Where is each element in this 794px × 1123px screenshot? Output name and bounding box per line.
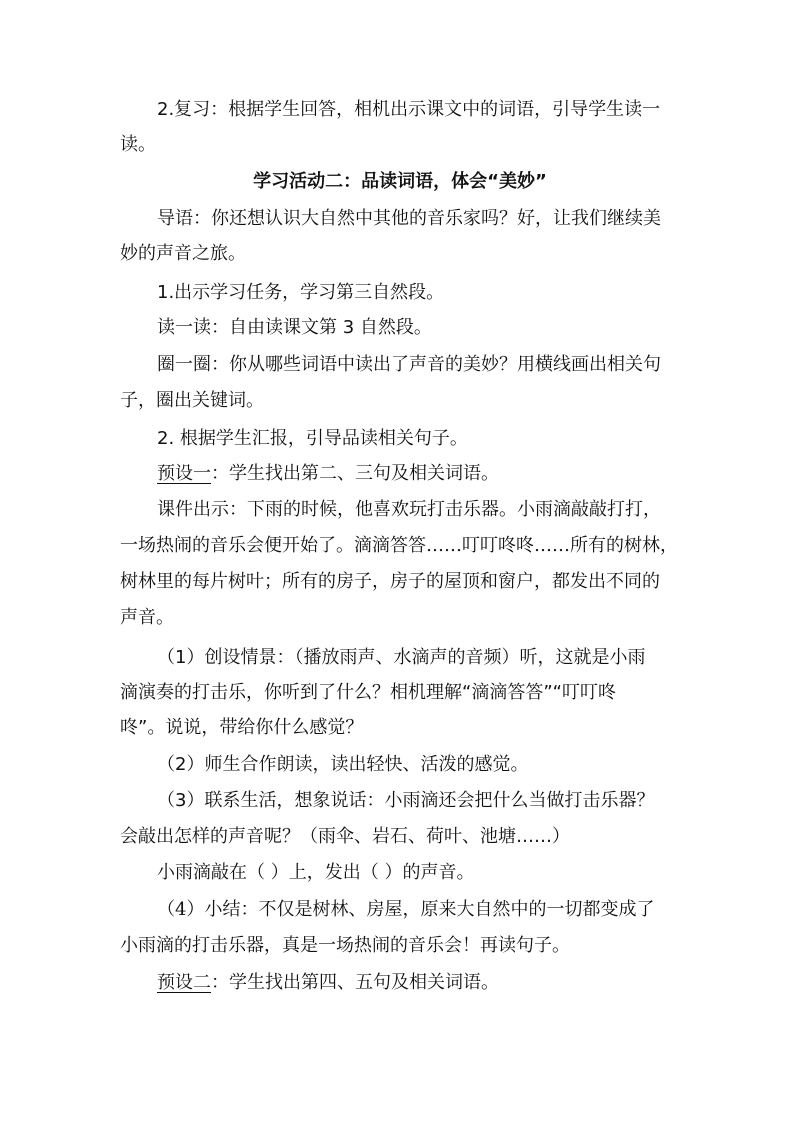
- courseware-line4: 声音。: [120, 607, 174, 628]
- paragraph-review-line1: 2.复习：根据学生回答，相机出示课文中的词语，引导学生读一: [157, 99, 661, 120]
- circle-task-line1: 圈一圈：你从哪些词语中读出了声音的美妙？用横线画出相关句: [157, 354, 661, 375]
- imagine-line1: （3）联系生活，想象说话：小雨滴还会把什么当做打击乐器？: [157, 790, 655, 811]
- scene-line1: （1）创设情景：（播放雨声、水滴声的音频）听，这就是小雨: [157, 647, 646, 668]
- courseware-line2: 一场热闹的音乐会便开始了。滴滴答答……叮叮咚咚……所有的树林，: [120, 535, 678, 556]
- report-line: 2. 根据学生汇报，引导品读相关句子。: [157, 428, 468, 449]
- preset-one-text: ：学生找出第二、三句及相关词语。: [211, 463, 499, 484]
- task-line: 1.出示学习任务，学习第三自然段。: [157, 282, 445, 303]
- courseware-line1: 课件出示：下雨的时候，他喜欢玩打击乐器。小雨滴敲敲打打，: [157, 499, 661, 520]
- preset-one-label: 预设一: [157, 463, 211, 484]
- paragraph-review-line2: 读。: [120, 134, 156, 155]
- circle-task-line2: 子，圈出关键词。: [120, 390, 264, 411]
- summary-line1: （4）小结：不仅是树林、房屋，原来大自然中的一切都变成了: [157, 899, 655, 920]
- paragraph-intro-line2: 妙的声音之旅。: [120, 243, 246, 264]
- imagine-line2: 会敲出怎样的声音呢？（雨伞、岩石、荷叶、池塘……）: [120, 826, 570, 847]
- courseware-line3: 树林里的每片树叶；所有的房子，房子的屋顶和窗户，都发出不同的: [120, 571, 660, 592]
- preset-one-line: [157, 462, 717, 486]
- scene-line3: 咚”。说说，带给你什么感觉？: [120, 717, 364, 738]
- preset-two-line: [157, 971, 717, 995]
- paragraph-intro-line1: 导语：你还想认识大自然中其他的音乐家吗？好，让我们继续美: [157, 208, 661, 229]
- section-heading: 学习活动二：品读词语，体会“美妙”: [253, 171, 547, 192]
- scene-line2: 滴演奏的打击乐，你听到了什么？相机理解“滴滴答答”“叮叮咚: [120, 682, 616, 703]
- read-task-line: 读一读：自由读课文第 3 自然段。: [157, 317, 432, 338]
- reading-line: （2）师生合作朗读，读出轻快、活泼的感觉。: [157, 754, 529, 775]
- preset-two-text: ：学生找出第四、五句及相关词语。: [211, 972, 499, 993]
- fill-blank-line: 小雨滴敲在（ ）上，发出（ ）的声音。: [157, 862, 475, 883]
- summary-line2: 小雨滴的打击乐器，真是一场热闹的音乐会！再读句子。: [120, 935, 570, 956]
- preset-two-label: 预设二: [157, 972, 211, 993]
